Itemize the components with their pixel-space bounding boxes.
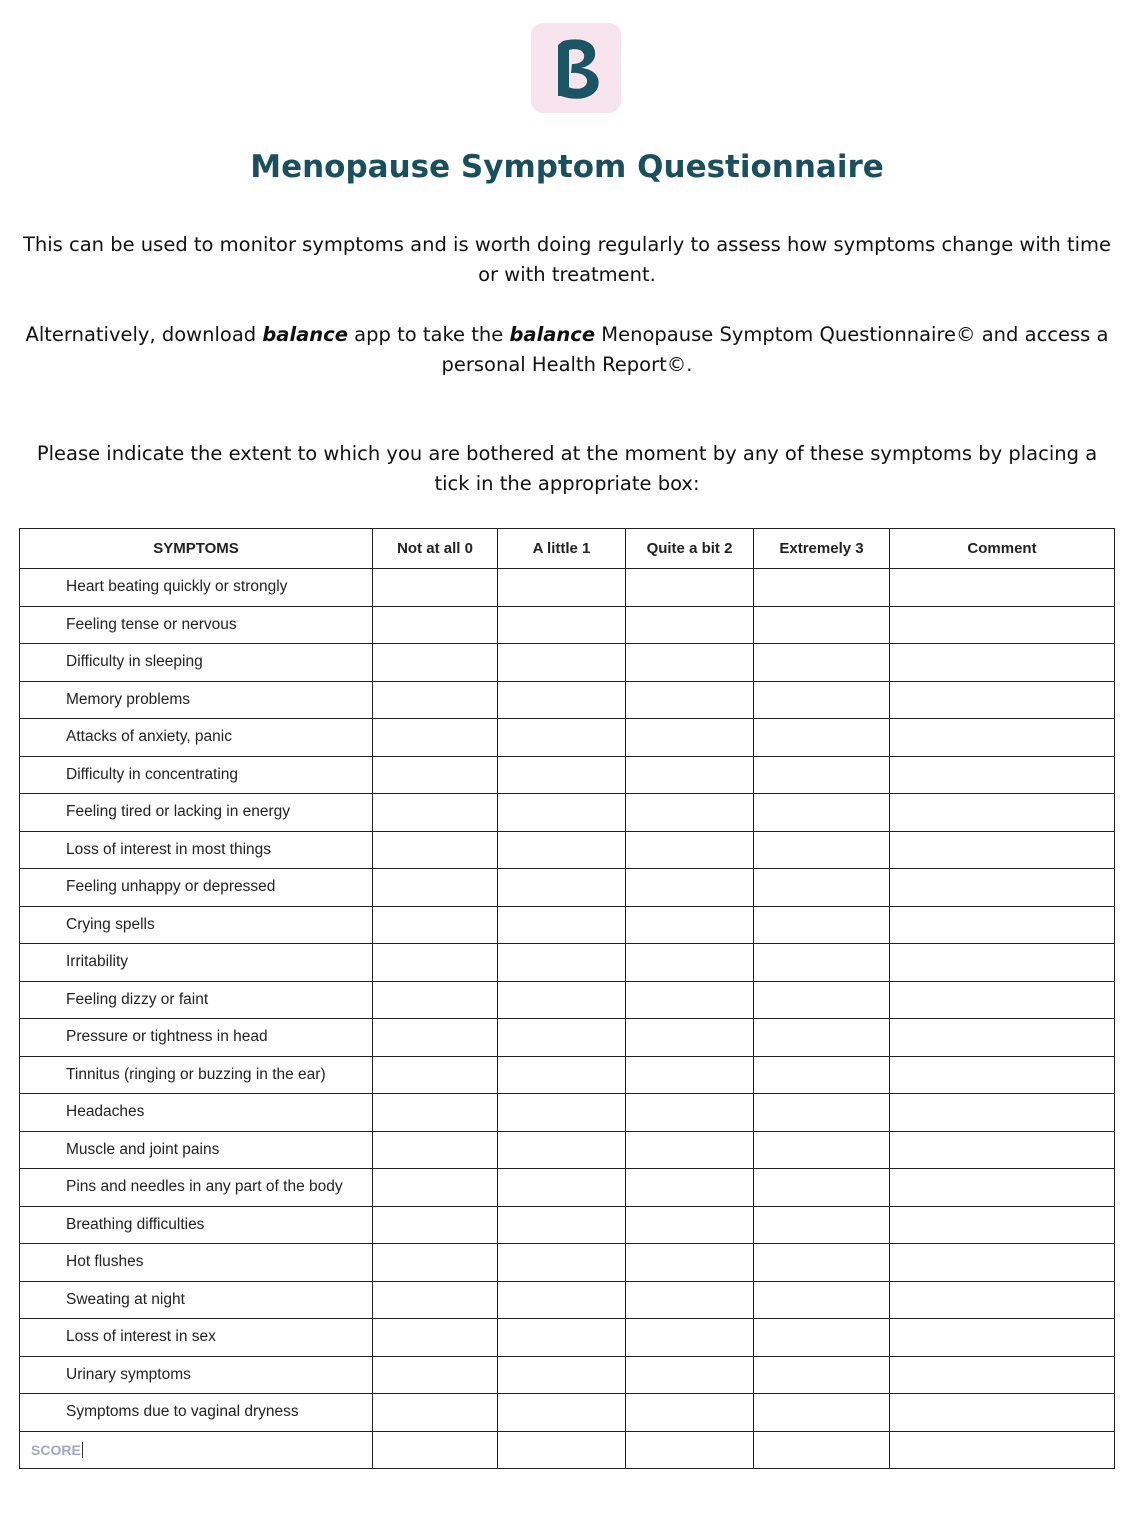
- score-label: SCORE: [31, 1441, 81, 1458]
- symptom-label: Sweating at night: [20, 1281, 373, 1319]
- instruction-text: Please indicate the extent to which you are bothered at the moment by any of these symptoms by placing a tick in the appropriate box:: [36, 442, 1098, 495]
- a-little-cell[interactable]: [498, 1131, 626, 1169]
- comment-cell[interactable]: [890, 1356, 1115, 1394]
- table-row: [20, 944, 1115, 982]
- quite-a-bit-cell[interactable]: [626, 1356, 754, 1394]
- a-little-cell[interactable]: [498, 794, 626, 832]
- quite-a-bit-cell[interactable]: [626, 869, 754, 907]
- comment-cell[interactable]: [890, 906, 1115, 944]
- comment-cell[interactable]: [890, 756, 1115, 794]
- extremely-cell[interactable]: [754, 1094, 890, 1132]
- extremely-cell[interactable]: [754, 906, 890, 944]
- not-at-all-cell[interactable]: [373, 906, 498, 944]
- not-at-all-cell[interactable]: [373, 606, 498, 644]
- not-at-all-cell[interactable]: [373, 1131, 498, 1169]
- quite-a-bit-cell[interactable]: [626, 1056, 754, 1094]
- comment-cell[interactable]: [890, 1094, 1115, 1132]
- comment-cell[interactable]: [890, 831, 1115, 869]
- symptom-label: Breathing difficulties: [20, 1206, 373, 1244]
- extremely-cell[interactable]: [754, 831, 890, 869]
- extremely-cell[interactable]: [754, 794, 890, 832]
- a-little-cell[interactable]: [498, 869, 626, 907]
- score-value-cell[interactable]: [498, 1431, 626, 1469]
- table-row: [20, 869, 1115, 907]
- quite-a-bit-cell[interactable]: [626, 831, 754, 869]
- table-row: [20, 1169, 1115, 1207]
- score-cell[interactable]: [20, 1431, 373, 1469]
- score-value-cell[interactable]: [626, 1431, 754, 1469]
- quite-a-bit-cell[interactable]: [626, 1206, 754, 1244]
- header-symptoms: SYMPTOMS: [20, 529, 373, 569]
- symptom-label: Memory problems: [20, 681, 373, 719]
- symptom-table: [19, 528, 1115, 1469]
- comment-cell[interactable]: [890, 569, 1115, 607]
- extremely-cell[interactable]: [754, 1131, 890, 1169]
- not-at-all-cell[interactable]: [373, 944, 498, 982]
- table-row: [20, 569, 1115, 607]
- not-at-all-cell[interactable]: [373, 1019, 498, 1057]
- comment-cell[interactable]: [890, 719, 1115, 757]
- a-little-cell[interactable]: [498, 1244, 626, 1282]
- symptom-label: Feeling tense or nervous: [20, 606, 373, 644]
- table-row: [20, 644, 1115, 682]
- extremely-cell[interactable]: [754, 1394, 890, 1432]
- app-promo-text: [20, 320, 1114, 380]
- extremely-cell[interactable]: [754, 681, 890, 719]
- symptom-label: Pressure or tightness in head: [20, 1019, 373, 1057]
- not-at-all-cell[interactable]: [373, 1056, 498, 1094]
- promo-pre: Alternatively, download: [25, 323, 263, 346]
- quite-a-bit-cell[interactable]: [626, 1131, 754, 1169]
- a-little-cell[interactable]: [498, 1319, 626, 1357]
- intro-text: This can be used to monitor symptoms and is worth doing regularly to assess how symptoms change with time or with treatment.: [22, 233, 1112, 286]
- app-name: balance: [262, 323, 348, 346]
- extremely-cell[interactable]: [754, 756, 890, 794]
- table-row: [20, 1019, 1115, 1057]
- symptom-label: Loss of interest in most things: [20, 831, 373, 869]
- app-name-2: balance: [509, 323, 596, 346]
- not-at-all-cell[interactable]: [373, 1394, 498, 1432]
- table-row: [20, 756, 1115, 794]
- promo-mid: app to take the: [347, 323, 510, 346]
- not-at-all-cell[interactable]: [373, 1244, 498, 1282]
- a-little-cell[interactable]: [498, 756, 626, 794]
- a-little-cell[interactable]: [498, 981, 626, 1019]
- score-value-cell[interactable]: [890, 1431, 1115, 1469]
- a-little-cell[interactable]: [498, 944, 626, 982]
- not-at-all-cell[interactable]: [373, 644, 498, 682]
- comment-cell[interactable]: [890, 869, 1115, 907]
- score-value-cell[interactable]: [754, 1431, 890, 1469]
- table-row: [20, 606, 1115, 644]
- symptom-label: Feeling unhappy or depressed: [20, 869, 373, 907]
- quite-a-bit-cell[interactable]: [626, 1394, 754, 1432]
- extremely-cell[interactable]: [754, 1169, 890, 1207]
- comment-cell[interactable]: [890, 981, 1115, 1019]
- not-at-all-cell[interactable]: [373, 1169, 498, 1207]
- table-row: [20, 1244, 1115, 1282]
- header-extremely: Extremely 3: [754, 529, 890, 569]
- not-at-all-cell[interactable]: [373, 869, 498, 907]
- symptom-label: Feeling dizzy or faint: [20, 981, 373, 1019]
- header-quite-a-bit: Quite a bit 2: [626, 529, 754, 569]
- a-little-cell[interactable]: [498, 1356, 626, 1394]
- not-at-all-cell[interactable]: [373, 1356, 498, 1394]
- extremely-cell[interactable]: [754, 1056, 890, 1094]
- a-little-cell[interactable]: [498, 831, 626, 869]
- balance-logo: [531, 23, 621, 113]
- table-row: [20, 981, 1115, 1019]
- a-little-cell[interactable]: [498, 644, 626, 682]
- text-cursor: [82, 1442, 83, 1458]
- table-row: [20, 1319, 1115, 1357]
- comment-cell[interactable]: [890, 644, 1115, 682]
- table-row: [20, 1056, 1115, 1094]
- symptom-label: Symptoms due to vaginal dryness: [20, 1394, 373, 1432]
- a-little-cell[interactable]: [498, 569, 626, 607]
- header-not-at-all: Not at all 0: [373, 529, 498, 569]
- quite-a-bit-cell[interactable]: [626, 569, 754, 607]
- a-little-cell[interactable]: [498, 681, 626, 719]
- quite-a-bit-cell[interactable]: [626, 644, 754, 682]
- extremely-cell[interactable]: [754, 644, 890, 682]
- extremely-cell[interactable]: [754, 719, 890, 757]
- symptom-label: Crying spells: [20, 906, 373, 944]
- not-at-all-cell[interactable]: [373, 681, 498, 719]
- symptom-label: Difficulty in sleeping: [20, 644, 373, 682]
- quite-a-bit-cell[interactable]: [626, 1281, 754, 1319]
- symptom-label: Attacks of anxiety, panic: [20, 719, 373, 757]
- not-at-all-cell[interactable]: [373, 756, 498, 794]
- not-at-all-cell[interactable]: [373, 719, 498, 757]
- symptom-label: Tinnitus (ringing or buzzing in the ear): [20, 1056, 373, 1094]
- quite-a-bit-cell[interactable]: [626, 1169, 754, 1207]
- comment-cell[interactable]: [890, 681, 1115, 719]
- quite-a-bit-cell[interactable]: [626, 756, 754, 794]
- quite-a-bit-cell[interactable]: [626, 681, 754, 719]
- extremely-cell[interactable]: [754, 569, 890, 607]
- not-at-all-cell[interactable]: [373, 794, 498, 832]
- quite-a-bit-cell[interactable]: [626, 1019, 754, 1057]
- table-row: [20, 1206, 1115, 1244]
- comment-cell[interactable]: [890, 1019, 1115, 1057]
- quite-a-bit-cell[interactable]: [626, 794, 754, 832]
- a-little-cell[interactable]: [498, 606, 626, 644]
- page-title: Menopause Symptom Questionnaire: [250, 149, 884, 185]
- extremely-cell[interactable]: [754, 1356, 890, 1394]
- quite-a-bit-cell[interactable]: [626, 606, 754, 644]
- extremely-cell[interactable]: [754, 606, 890, 644]
- header-comment: Comment: [890, 529, 1115, 569]
- extremely-cell[interactable]: [754, 1244, 890, 1282]
- a-little-cell[interactable]: [498, 1281, 626, 1319]
- comment-cell[interactable]: [890, 606, 1115, 644]
- quite-a-bit-cell[interactable]: [626, 944, 754, 982]
- header-a-little: A little 1: [498, 529, 626, 569]
- not-at-all-cell[interactable]: [373, 831, 498, 869]
- comment-cell[interactable]: [890, 1394, 1115, 1432]
- a-little-cell[interactable]: [498, 1206, 626, 1244]
- table-row: [20, 1356, 1115, 1394]
- extremely-cell[interactable]: [754, 1319, 890, 1357]
- quite-a-bit-cell[interactable]: [626, 906, 754, 944]
- comment-cell[interactable]: [890, 1206, 1115, 1244]
- a-little-cell[interactable]: [498, 1169, 626, 1207]
- comment-cell[interactable]: [890, 794, 1115, 832]
- a-little-cell[interactable]: [498, 906, 626, 944]
- symptom-label: Irritability: [20, 944, 373, 982]
- a-little-cell[interactable]: [498, 1094, 626, 1132]
- comment-cell[interactable]: [890, 944, 1115, 982]
- extremely-cell[interactable]: [754, 1206, 890, 1244]
- symptom-label: Feeling tired or lacking in energy: [20, 794, 373, 832]
- comment-cell[interactable]: [890, 1244, 1115, 1282]
- extremely-cell[interactable]: [754, 1281, 890, 1319]
- balance-b-logo-icon: [531, 23, 621, 113]
- not-at-all-cell[interactable]: [373, 1319, 498, 1357]
- header-row: [20, 529, 1115, 569]
- extremely-cell[interactable]: [754, 869, 890, 907]
- quite-a-bit-cell[interactable]: [626, 1094, 754, 1132]
- comment-cell[interactable]: [890, 1319, 1115, 1357]
- symptom-label: Pins and needles in any part of the body: [20, 1169, 373, 1207]
- table-row: [20, 1394, 1115, 1432]
- symptom-label: Urinary symptoms: [20, 1356, 373, 1394]
- table-row: [20, 719, 1115, 757]
- table-row: [20, 1281, 1115, 1319]
- table-row: [20, 681, 1115, 719]
- a-little-cell[interactable]: [498, 719, 626, 757]
- quite-a-bit-cell[interactable]: [626, 1244, 754, 1282]
- symptom-label: Hot flushes: [20, 1244, 373, 1282]
- promo-post: Menopause Symptom Questionnaire© and access a personal Health Report©.: [441, 323, 1109, 376]
- extremely-cell[interactable]: [754, 981, 890, 1019]
- score-row: [20, 1431, 1115, 1469]
- not-at-all-cell[interactable]: [373, 569, 498, 607]
- quite-a-bit-cell[interactable]: [626, 981, 754, 1019]
- comment-cell[interactable]: [890, 1169, 1115, 1207]
- comment-cell[interactable]: [890, 1281, 1115, 1319]
- table-row: [20, 1094, 1115, 1132]
- table-row: [20, 1131, 1115, 1169]
- table-row: [20, 794, 1115, 832]
- symptom-label: Headaches: [20, 1094, 373, 1132]
- not-at-all-cell[interactable]: [373, 1094, 498, 1132]
- symptom-label: Heart beating quickly or strongly: [20, 569, 373, 607]
- extremely-cell[interactable]: [754, 944, 890, 982]
- quite-a-bit-cell[interactable]: [626, 1319, 754, 1357]
- not-at-all-cell[interactable]: [373, 981, 498, 1019]
- symptom-label: Loss of interest in sex: [20, 1319, 373, 1357]
- table-row: [20, 906, 1115, 944]
- comment-cell[interactable]: [890, 1056, 1115, 1094]
- quite-a-bit-cell[interactable]: [626, 719, 754, 757]
- extremely-cell[interactable]: [754, 1019, 890, 1057]
- a-little-cell[interactable]: [498, 1019, 626, 1057]
- a-little-cell[interactable]: [498, 1394, 626, 1432]
- table-row: [20, 831, 1115, 869]
- score-value-cell[interactable]: [373, 1431, 498, 1469]
- a-little-cell[interactable]: [498, 1056, 626, 1094]
- not-at-all-cell[interactable]: [373, 1281, 498, 1319]
- not-at-all-cell[interactable]: [373, 1206, 498, 1244]
- symptom-label: Difficulty in concentrating: [20, 756, 373, 794]
- comment-cell[interactable]: [890, 1131, 1115, 1169]
- symptom-label: Muscle and joint pains: [20, 1131, 373, 1169]
